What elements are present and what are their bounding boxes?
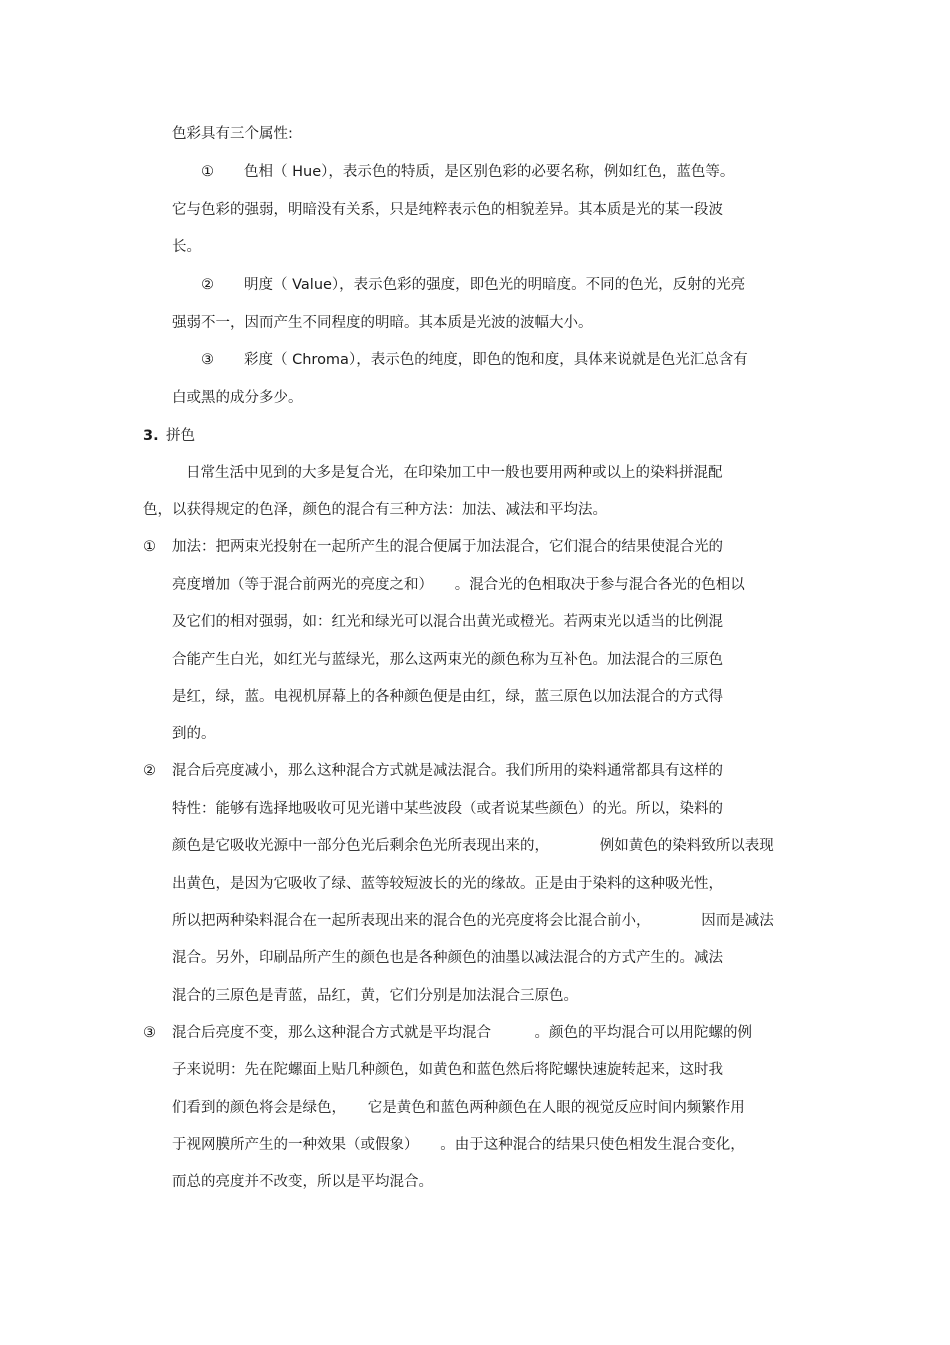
method-subtractive-line: 颜色是它吸收光源中一部分色光后剩余色光所表现出来的， 例如黄色的染料致所以表现	[172, 838, 774, 854]
attribute-value-line: 强弱不一，因而产生不同程度的明暗。其本质是光波的波幅大小。	[172, 315, 593, 331]
method-additive-line: 是红，绿，蓝。电视机屏幕上的各种颜色便是由红，绿，蓝三原色以加法混合的方式得	[172, 689, 723, 705]
method-average-line: 们看到的颜色将会是绿色， 它是黄色和蓝色两种颜色在人眼的视觉反应时间内频繁作用	[172, 1100, 745, 1116]
section-number: 3.	[143, 428, 159, 444]
attribute-hue-line: 长。	[172, 239, 201, 255]
method-additive-line: 到的。	[172, 726, 216, 742]
method-subtractive-line: 出黄色，是因为它吸收了绿、蓝等较短波长的光的缘故。正是由于染料的这种吸光性，	[172, 876, 723, 892]
method-subtractive-line: 混合。另外，印刷品所产生的颜色也是各种颜色的油墨以减法混合的方式产生的。减法	[172, 950, 723, 966]
section-intro-line: 日常生活中见到的大多是复合光，在印染加工中一般也要用两种或以上的染料拼混配	[186, 465, 723, 481]
method-additive-line: 及它们的相对强弱，如：红光和绿光可以混合出黄光或橙光。若两束光以适当的比例混	[172, 614, 723, 630]
method-marker-additive: ①	[143, 539, 156, 555]
attribute-marker-hue: ①	[201, 164, 214, 180]
method-average-line: 而总的亮度并不改变，所以是平均混合。	[172, 1174, 433, 1190]
attribute-hue-line: 色相（ Hue），表示色的特质，是区别色彩的必要名称，例如红色，蓝色等。	[244, 164, 735, 180]
method-average-line: 子来说明：先在陀螺面上贴几种颜色，如黄色和蓝色然后将陀螺快速旋转起来，这时我	[172, 1062, 723, 1078]
method-marker-average: ③	[143, 1025, 156, 1041]
method-subtractive-line: 混合后亮度减小，那么这种混合方式就是减法混合。我们所用的染料通常都具有这样的	[172, 763, 723, 779]
method-subtractive-line: 混合的三原色是青蓝，品红，黄，它们分别是加法混合三原色。	[172, 988, 578, 1004]
section-intro-line: 色，以获得规定的色泽，颜色的混合有三种方法：加法、减法和平均法。	[143, 502, 607, 518]
attribute-chroma-line: 白或黑的成分多少。	[172, 390, 303, 406]
attribute-value-line: 明度（ Value），表示色彩的强度，即色光的明暗度。不同的色光，反射的光亮	[244, 277, 746, 293]
attribute-chroma-line: 彩度（ Chroma），表示色的纯度，即色的饱和度，具体来说就是色光汇总含有	[244, 352, 748, 368]
method-subtractive-line: 所以把两种染料混合在一起所表现出来的混合色的光亮度将会比混合前小， 因而是减法	[172, 913, 774, 929]
method-additive-line: 亮度增加（等于混合前两光的亮度之和） 。混合光的色相取决于参与混合各光的色相以	[172, 577, 745, 593]
method-additive-line: 合能产生白光，如红光与蓝绿光，那么这两束光的颜色称为互补色。加法混合的三原色	[172, 652, 723, 668]
method-average-line: 混合后亮度不变，那么这种混合方式就是平均混合 。颜色的平均混合可以用陀螺的例	[172, 1025, 752, 1041]
method-marker-subtractive: ②	[143, 763, 156, 779]
method-additive-line: 加法：把两束光投射在一起所产生的混合便属于加法混合，它们混合的结果使混合光的	[172, 539, 723, 555]
section-title: 拼色	[166, 428, 195, 444]
method-subtractive-line: 特性：能够有选择地吸收可见光谱中某些波段（或者说某些颜色）的光。所以，染料的	[172, 801, 723, 817]
attribute-marker-value: ②	[201, 277, 214, 293]
attribute-marker-chroma: ③	[201, 352, 214, 368]
attribute-hue-line: 它与色彩的强弱，明暗没有关系，只是纯粹表示色的相貌差异。其本质是光的某一段波	[172, 202, 723, 218]
intro-text: 色彩具有三个属性:	[172, 126, 293, 142]
method-average-line: 于视网膜所产生的一种效果（或假象） 。由于这种混合的结果只使色相发生混合变化，	[172, 1137, 745, 1153]
